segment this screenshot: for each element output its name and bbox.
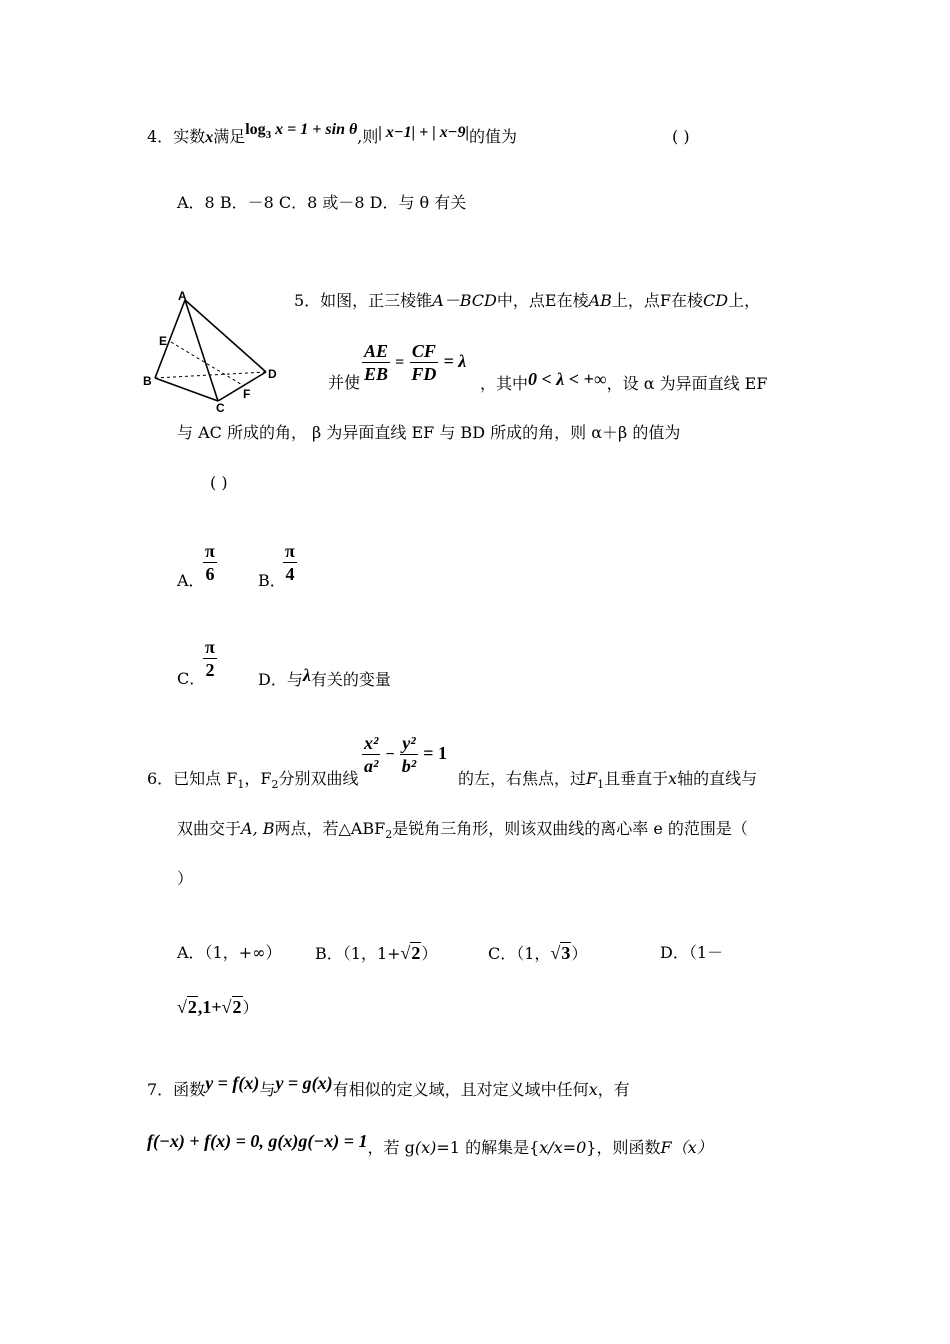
text: ，F (244, 769, 272, 788)
denominator: 2 (205, 660, 215, 680)
text: ） (421, 944, 438, 963)
question-6-line1b (458, 768, 757, 796)
text: 中，点 (496, 291, 545, 310)
numerator: π (285, 541, 295, 561)
question-6-line1a (147, 768, 359, 796)
label-b: B (143, 374, 152, 388)
math-text: x (588, 1080, 598, 1099)
option-b-value (283, 540, 297, 585)
option-d (258, 665, 391, 691)
math-text: (x) (414, 1138, 437, 1157)
label-f: F (243, 387, 251, 401)
text: 实数 (173, 127, 206, 146)
minus-sign: − (385, 746, 395, 763)
edge-bc (155, 378, 218, 401)
text: ，其中 (480, 374, 529, 393)
question-number: 5．如图，正三棱锥 (294, 291, 433, 310)
text: 并使 (328, 373, 361, 392)
sqrt-2: √2 (400, 943, 421, 963)
ratio-equation (362, 340, 466, 385)
text: =1 的解集是{ (436, 1138, 540, 1157)
math-text: AB (588, 291, 612, 310)
lambda-equals: = λ (443, 351, 467, 371)
log-text: log (245, 121, 266, 138)
answer-paren: ( ) (210, 473, 228, 492)
option-b (315, 942, 437, 965)
math-text: F (586, 769, 598, 788)
text: 满足 (213, 127, 246, 146)
subscript: 1 (237, 778, 245, 792)
sqrt-3: √3 (550, 943, 571, 963)
fraction-pi-2 (203, 636, 217, 681)
fraction-x2-a2 (362, 732, 380, 777)
condition-expression: f(−x) + f(x) = 0, g(x)g(−x) = 1 (147, 1131, 368, 1151)
option-a-label: A． (177, 571, 205, 590)
fraction-y2-b2 (400, 732, 418, 777)
question-6-line2 (177, 818, 748, 846)
math-text: A－BCD (432, 291, 497, 310)
question-5-line1 (294, 290, 760, 312)
question-4-line1 (147, 121, 517, 154)
text: ,1+ (197, 997, 222, 1017)
numerator: π (205, 637, 215, 657)
function-f: y = f(x) (205, 1073, 260, 1093)
text: 与 (259, 1080, 276, 1099)
math-text: x/x=0 (539, 1138, 587, 1157)
abs-expression: | x−1| + | x−9| (378, 124, 469, 141)
lambda-symbol: λ (302, 665, 311, 685)
text: ，设 α 为异面直线 EF (606, 374, 768, 393)
option-d-cont (177, 996, 259, 1019)
subscript: 2 (385, 828, 393, 842)
text: 的值为 (468, 127, 517, 146)
question-number: 6．已知点 F (147, 769, 238, 788)
fraction-pi-4 (283, 540, 297, 585)
fraction-cf-fd (409, 340, 438, 385)
log-expression (245, 121, 358, 142)
option-d-start: D．（1－ (660, 943, 724, 962)
question-7-line2 (147, 1131, 713, 1159)
numerator: x² (364, 733, 379, 753)
math-variable: x (205, 129, 214, 146)
math-text: x (668, 769, 678, 788)
text: 分别双曲线 (278, 769, 359, 788)
label-d: D (268, 367, 277, 381)
label-c: C (216, 401, 225, 415)
radicand: 2 (232, 997, 242, 1017)
question-6-line3: ） (177, 869, 194, 888)
numerator: y² (402, 733, 416, 753)
question-5-line2b (480, 369, 768, 395)
radicand: 2 (411, 943, 421, 963)
math-text: E (544, 291, 557, 310)
hyperbola-equation (362, 732, 447, 777)
option-a-value (203, 540, 217, 585)
fraction-ae-eb (362, 340, 390, 385)
denominator: a² (364, 756, 379, 776)
option-c-label: C． (177, 669, 206, 688)
sqrt-2: √2 (221, 997, 242, 1017)
numerator: π (205, 541, 215, 561)
answer-paren: ( ) (672, 127, 690, 146)
option-c-value (203, 636, 217, 681)
lambda-range: 0 < λ < +∞ (528, 369, 607, 389)
text: 轴的直线与 (677, 769, 758, 788)
question-number: 4． (147, 127, 174, 146)
numerator: AE (364, 341, 389, 361)
subscript: 1 (597, 778, 605, 792)
text: }，则函数 (586, 1138, 661, 1157)
text: 且垂直于 (604, 769, 669, 788)
text: B．（1，1+ (315, 944, 401, 963)
label-e: E (159, 334, 168, 348)
question-5-line3: 与 AC 所成的角， β 为异面直线 EF 与 BD 所成的角，则 α＋β 的值为 (177, 423, 681, 442)
text: 的左，右焦点，过 (458, 769, 587, 788)
text: D．与 (258, 670, 303, 689)
question-7-line1 (147, 1073, 630, 1101)
equals-sign: = (395, 354, 405, 371)
text: 是锐角三角形，则该双曲线的离心率 e 的范围是（ (392, 819, 748, 838)
text: C．（1， (488, 944, 551, 963)
text: 上， (728, 291, 761, 310)
question-number: 7．函数 (147, 1080, 206, 1099)
denominator: 6 (205, 564, 215, 584)
edge-cd (218, 372, 266, 401)
text: 上，点 (611, 291, 660, 310)
text: ，有 (597, 1080, 630, 1099)
option-b-label: B． (258, 571, 286, 590)
math-text: CD (703, 291, 729, 310)
text: ,则 (357, 127, 379, 146)
log-base: 3 (265, 129, 272, 142)
math-text: F (659, 291, 672, 310)
equals-one: = 1 (423, 743, 447, 763)
text: 在棱 (556, 291, 589, 310)
math-text: F（x） (660, 1138, 713, 1157)
subscript: 2 (271, 778, 279, 792)
numerator: CF (411, 341, 436, 361)
text: 有相似的定义域，且对定义域中任何 (332, 1080, 589, 1099)
denominator: 4 (285, 564, 295, 584)
segment-ef (171, 342, 244, 386)
question-5-line2 (328, 372, 360, 394)
option-a: A．（1，+∞） (177, 943, 282, 962)
text: 双曲交于 (177, 819, 242, 838)
text: 有关的变量 (310, 670, 391, 689)
denominator: EB (364, 364, 389, 384)
denominator: FD (411, 364, 437, 384)
text: ） (242, 998, 259, 1017)
denominator: b² (401, 756, 417, 776)
text: 在棱 (671, 291, 704, 310)
radicand: 2 (187, 997, 197, 1017)
pyramid-figure (140, 288, 290, 418)
label-a: A (178, 289, 187, 303)
math-text: A, B (241, 819, 275, 838)
option-c (488, 942, 587, 965)
log-rhs: x = 1 + sin θ (275, 121, 358, 138)
text: ，若 g (367, 1138, 415, 1157)
function-g: y = g(x) (275, 1073, 333, 1093)
text: ） (571, 944, 588, 963)
fraction-pi-6 (203, 540, 217, 585)
question-4-choices: A．8 B．－8 C．8 或－8 D．与 θ 有关 (177, 193, 467, 212)
radicand: 3 (561, 943, 571, 963)
text: 两点，若△ABF (274, 819, 386, 838)
sqrt-2: √2 (177, 997, 197, 1017)
